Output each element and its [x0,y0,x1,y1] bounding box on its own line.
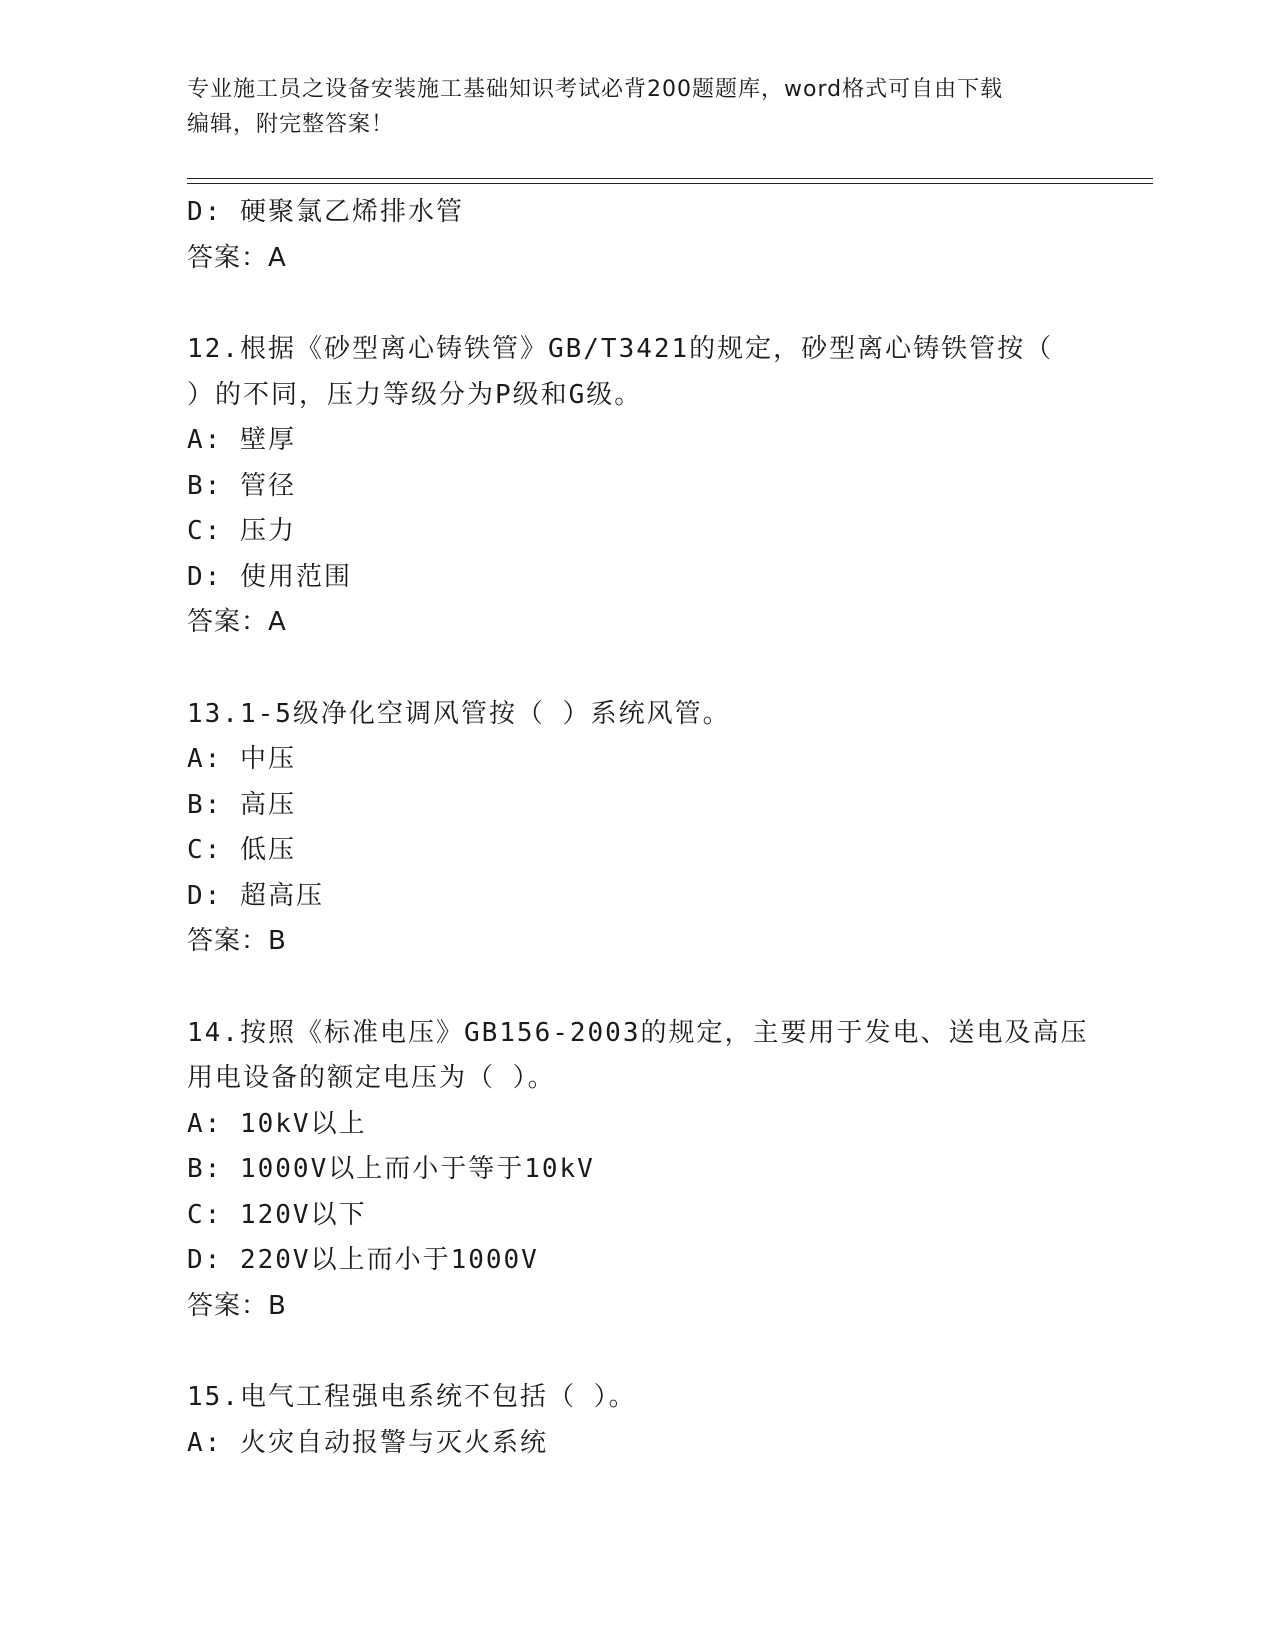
option-a: A: 壁厚 [187,425,296,455]
question-stem-line-2: 用电设备的额定电压为（ ）。 [187,1063,556,1093]
spacer [187,1329,1087,1375]
option-c: C: 低压 [187,835,296,865]
spacer [187,646,1087,692]
question-stem-line-1: 13.1-5级净化空调风管按（ ）系统风管。 [187,698,731,729]
header-title-line-1: 专业施工员之设备安装施工基础知识考试必背200题题库，word格式可自由下载 [187,77,1004,102]
option-d: D: 硬聚氯乙烯排水管 [187,197,464,227]
question-11 [187,190,1087,281]
page-header [187,72,1087,142]
answer: 答案：A [187,607,287,637]
question-15 [187,1375,1087,1466]
question-list [187,190,1087,1466]
option-a: A: 10kV以上 [187,1108,367,1139]
question-13 [187,692,1087,965]
question-stem-line-1: 15.电气工程强电系统不包括（ ）。 [187,1382,637,1412]
header-title-line-2: 编辑，附完整答案！ [187,112,395,137]
header-divider-bottom [187,183,1153,184]
option-a: A: 中压 [187,744,296,774]
option-c: C: 压力 [187,516,296,546]
option-b: B: 1000V以上而小于等于10kV [187,1154,595,1184]
spacer [187,965,1087,1011]
question-stem-line-2: ）的不同，压力等级分为P级和G级。 [187,379,643,410]
answer: 答案：B [187,1290,287,1321]
question-stem-line-1: 12.根据《砂型离心铸铁管》GB/T3421的规定，砂型离心铸铁管按（ [187,334,1054,364]
option-c: C: 120V以下 [187,1199,367,1230]
option-d: D: 使用范围 [187,561,352,592]
question-12 [187,327,1087,646]
answer: 答案：B [187,926,287,956]
option-a: A: 火灾自动报警与灭火系统 [187,1427,548,1458]
header-divider-top [187,178,1153,179]
question-14 [187,1011,1087,1330]
answer: 答案：A [187,242,287,273]
option-d: D: 220V以上而小于1000V [187,1245,539,1275]
question-stem-line-1: 14.按照《标准电压》GB156-2003的规定，主要用于发电、送电及高压 [187,1017,1089,1048]
spacer [187,281,1087,327]
option-b: B: 管径 [187,470,296,501]
option-d: D: 超高压 [187,880,324,911]
option-b: B: 高压 [187,789,296,820]
